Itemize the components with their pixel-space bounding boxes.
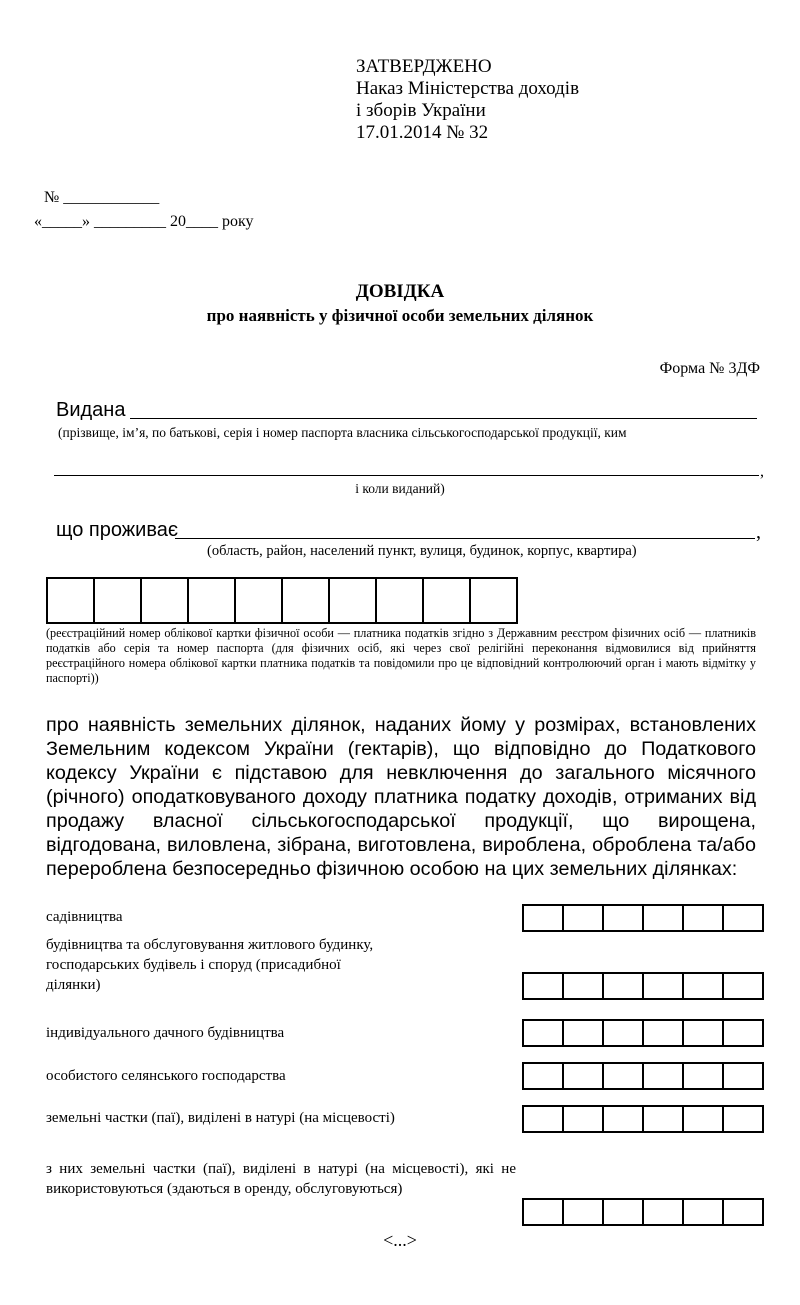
approval-order: Наказ Міністерства доходів: [356, 78, 580, 99]
approval-title: ЗАТВЕРДЖЕНО: [356, 56, 492, 77]
tax-number-cell[interactable]: [142, 579, 189, 622]
land-row-boxes-housing[interactable]: [522, 972, 764, 1000]
residence-line-comma: ,: [756, 521, 761, 543]
land-row-boxes-gardening[interactable]: [522, 904, 764, 932]
land-row-label-shares: земельні частки (паї), виділені в натурі (на місцевості): [46, 1110, 395, 1126]
issued-line-comma: ,: [760, 463, 764, 480]
issued-by-line[interactable]: [54, 475, 759, 476]
land-row-label-unused-shares: з них земельні частки (паї), виділені в натурі (на місцевості), які не використовуються (здаються в оренду, обслуговуються): [46, 1161, 516, 1197]
document-number: № ____________: [44, 189, 160, 206]
residence-hint: (область, район, населений пункт, вулиця, будинок, корпус, квартира): [207, 543, 637, 559]
main-paragraph: про наявність земельних ділянок, наданих йому у розмірах, встановлених Земельним кодексом України (гектарів), що відповідно до Податкового кодексу України є підставою для невключення до загального місячного (річного) оподатковуваного доходу платника податку доходів, отриманих від продажу власної сільськогосподарської продукції, що вирощена, відгодована, виловлена, зібрана, виготовлена, вироблена, оброблена та/або перероблена безпосередньо фізичною особою на цих земельних ділянках:: [46, 714, 756, 880]
residence-label: що проживає: [56, 519, 179, 541]
document-date: «_____» _________ 20____ року: [34, 213, 254, 230]
approval-ministry: і зборів України: [356, 100, 486, 121]
tax-number-cell[interactable]: [189, 579, 236, 622]
tax-number-cell[interactable]: [236, 579, 283, 622]
tax-number-boxes[interactable]: [46, 577, 518, 624]
approval-block: [356, 56, 579, 144]
land-row-label-farming: особистого селянського господарства: [46, 1068, 286, 1084]
tax-number-cell[interactable]: [330, 579, 377, 622]
tax-number-cell[interactable]: [48, 579, 95, 622]
land-row-label-dacha: індивідуального дачного будівництва: [46, 1025, 285, 1041]
tax-number-cell[interactable]: [377, 579, 424, 622]
document-title: ДОВІДКА: [355, 281, 445, 302]
approval-date-number: 17.01.2014 № 32: [356, 122, 489, 143]
issued-hint: (прізвище, ім’я, по батькові, серія і номер паспорта власника сільськогосподарської продукції, ким: [58, 425, 627, 440]
land-row-boxes-farming[interactable]: [522, 1062, 764, 1090]
tax-number-cell[interactable]: [424, 579, 471, 622]
issued-hint-continued: і коли виданий): [355, 481, 445, 496]
tax-number-cell[interactable]: [283, 579, 330, 622]
land-row-label-gardening: садівництва: [46, 909, 123, 925]
form-number: Форма № 3ДФ: [659, 360, 760, 377]
issued-name-line[interactable]: [130, 418, 757, 419]
tax-number-note: (реєстраційний номер облікової картки фізичної особи — платника податків згідно з Державним реєстром фізичних осіб — платників податків або серія та номер паспорта (для фізичних осіб, які через свої релігійні переконання відмовилися від прийняття реєстраційного номера облікової картки платника податків та повідомили про це відповідний контролюючий орган і мають відмітку у паспорті)): [46, 626, 756, 685]
land-row-boxes-dacha[interactable]: [522, 1019, 764, 1047]
document-subtitle: про наявність у фізичної особи земельних ділянок: [206, 306, 594, 325]
land-row-boxes-shares[interactable]: [522, 1105, 764, 1133]
omission-mark: <...>: [383, 1230, 417, 1250]
residence-line[interactable]: [175, 538, 755, 539]
tax-number-cell[interactable]: [471, 579, 516, 622]
land-row-label-housing: будівництва та обслуговування житлового будинку, господарських будівель і споруд (присадибної ділянки): [46, 937, 374, 993]
issued-label: Видана: [56, 399, 126, 421]
tax-number-cell[interactable]: [95, 579, 142, 622]
land-row-boxes-unused-shares[interactable]: [522, 1198, 764, 1226]
